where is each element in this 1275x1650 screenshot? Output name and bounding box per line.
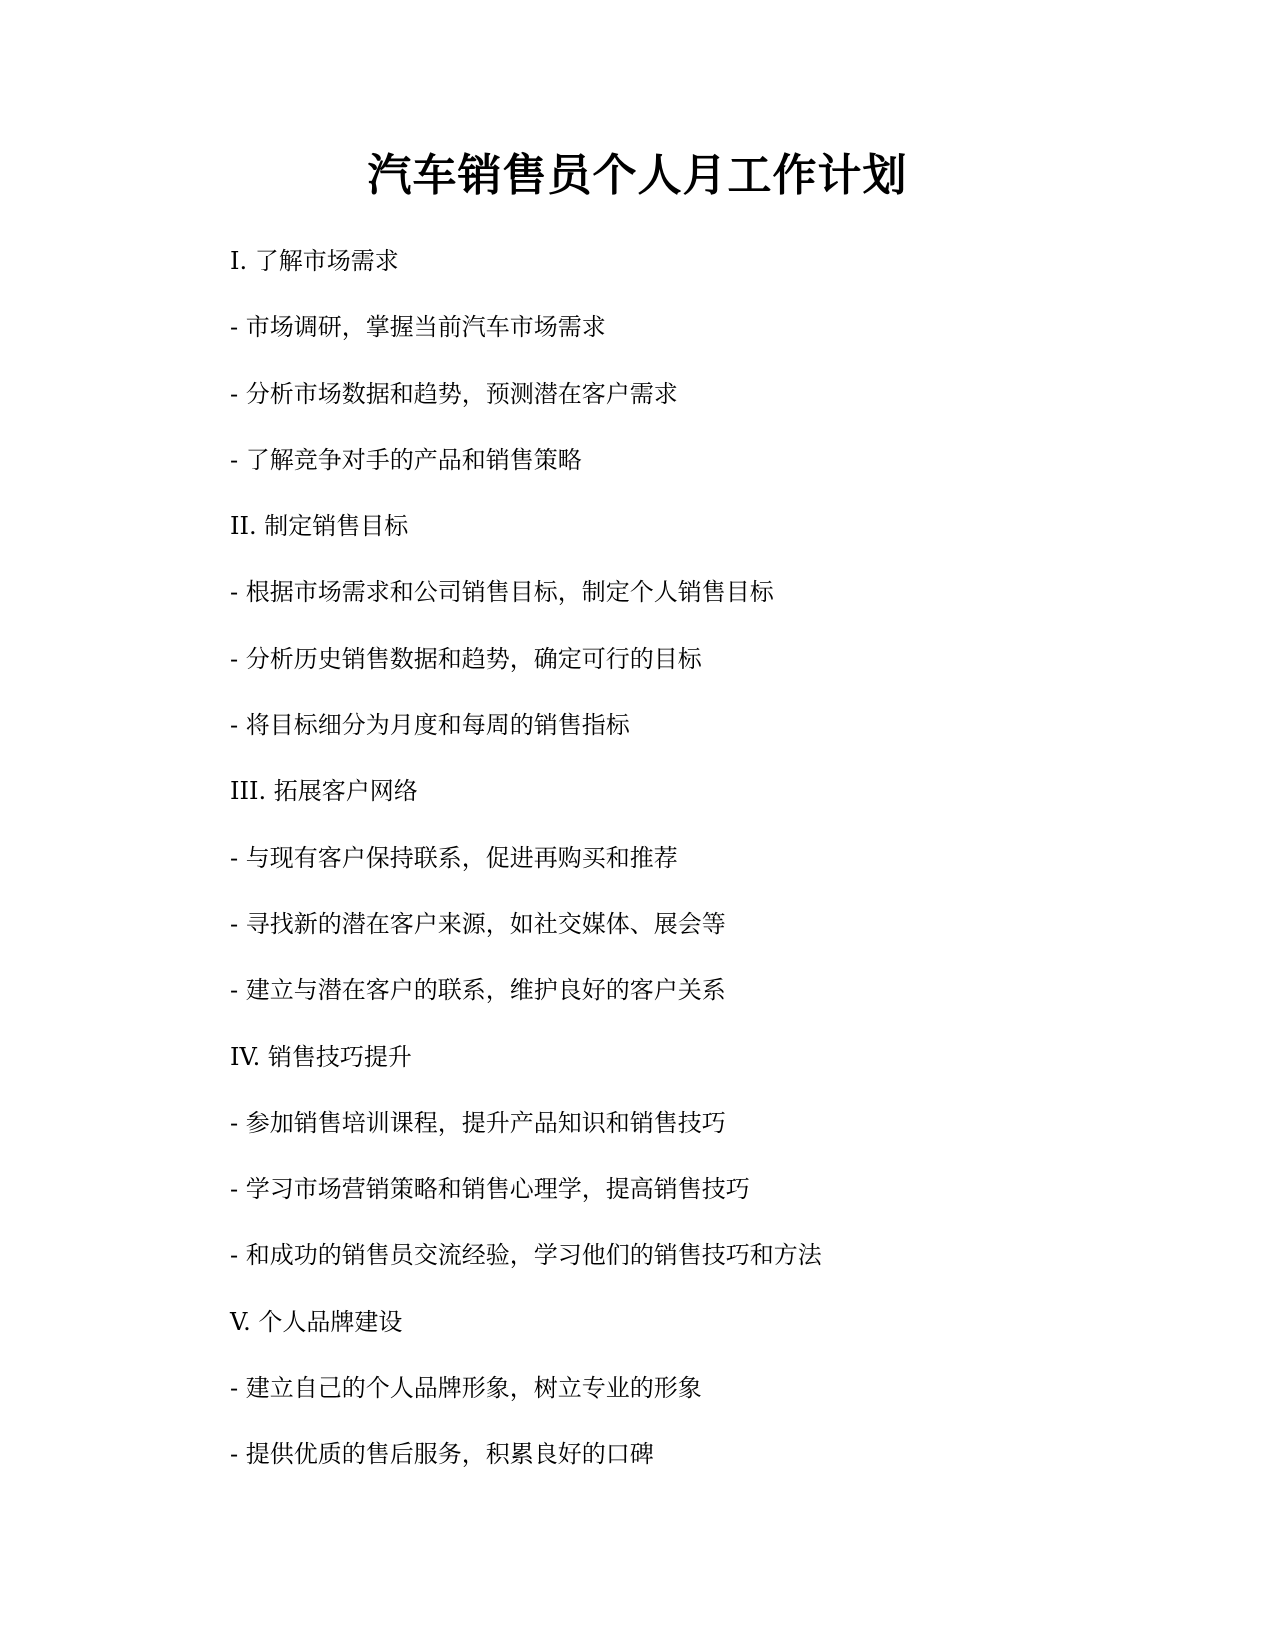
bullet-item: - 寻找新的潜在客户来源，如社交媒体、展会等 [230,909,726,938]
bullet-item: - 与现有客户保持联系，促进再购买和推荐 [230,843,678,872]
bullet-item: - 参加销售培训课程，提升产品知识和销售技巧 [230,1108,726,1137]
bullet-item: - 建立自己的个人品牌形象，树立专业的形象 [230,1374,702,1403]
section-heading-1: I. 了解市场需求 [230,247,399,275]
bullet-item: - 学习市场营销策略和销售心理学，提高销售技巧 [230,1175,750,1204]
bullet-item: - 分析历史销售数据和趋势，确定可行的目标 [230,644,702,673]
section-heading-5: V. 个人品牌建设 [230,1307,403,1336]
bullet-item: - 分析市场数据和趋势，预测潜在客户需求 [230,379,678,408]
bullet-item: - 建立与潜在客户的联系，维护良好的客户关系 [230,976,726,1005]
section-heading-2: II. 制定销售目标 [230,512,409,541]
bullet-item: - 根据市场需求和公司销售目标，制定个人销售目标 [230,578,774,607]
section-heading-3: III. 拓展客户网络 [230,777,418,806]
bullet-item: - 了解竞争对手的产品和销售策略 [230,445,582,474]
document-title: 汽车销售员个人月工作计划 [367,150,908,201]
document-body [230,244,1130,1504]
bullet-item: - 和成功的销售员交流经验，学习他们的销售技巧和方法 [230,1241,822,1270]
bullet-item: - 市场调研，掌握当前汽车市场需求 [230,313,606,342]
bullet-item: - 提供优质的售后服务，积累良好的口碑 [230,1440,654,1469]
section-heading-4: IV. 销售技巧提升 [230,1042,412,1071]
bullet-item: - 将目标细分为月度和每周的销售指标 [230,711,630,740]
